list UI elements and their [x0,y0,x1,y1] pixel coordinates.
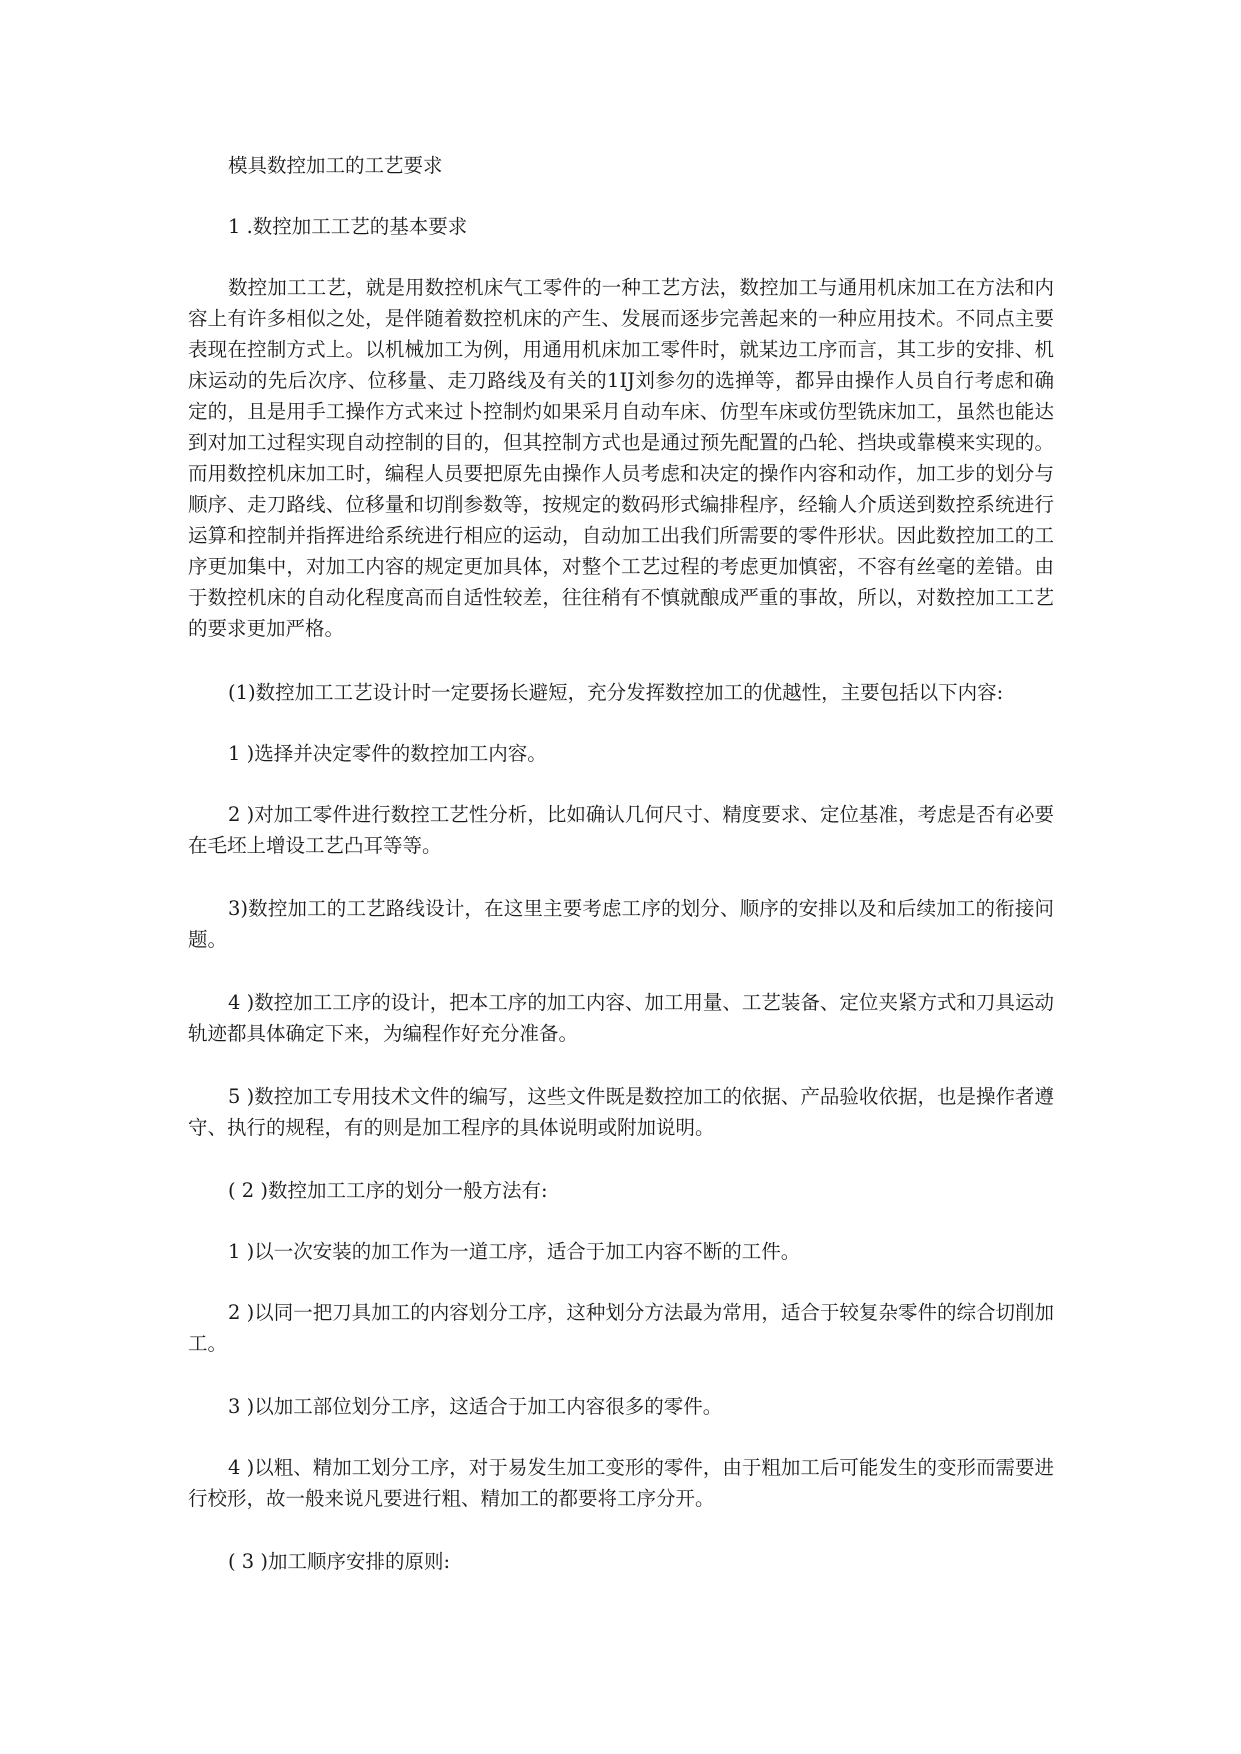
list-item: 2 )以同一把刀具加工的内容划分工序，这种划分方法最为常用，适合于较复杂零件的综合切削加工。 [188,1301,1054,1355]
list-item: 4 )数控加工工序的设计，把本工序的加工内容、加工用量、工艺装备、定位夹紧方式和刀具运动轨迹都具体确定下来，为编程作好充分准备。 [188,991,1054,1045]
list-item: 3 )以加工部位划分工序，这适合于加工内容很多的零件。 [228,1395,723,1418]
list-item: 5 )数控加工专用技术文件的编写，这些文件既是数控加工的依据、产品验收依据，也是操作者遵守、执行的规程，有的则是加工程序的具体说明或附加说明。 [188,1085,1054,1139]
section-heading: 1 .数控加工工艺的基本要求 [228,215,468,238]
list-item: 1 )选择并决定零件的数控加工内容。 [228,742,547,765]
list-item: 3)数控加工的工艺路线设计，在这里主要考虑工序的划分、顺序的安排以及和后续加工的衔接问题。 [188,897,1054,951]
list-item: 2 )对加工零件进行数控工艺性分析，比如确认几何尺寸、精度要求、定位基准，考虑是否有必要在毛坯上增设工艺凸耳等等。 [188,803,1054,857]
list-item: 1 )以一次安装的加工作为一道工序，适合于加工内容不断的工件。 [228,1240,801,1263]
list-item: 4 )以粗、精加工划分工序，对于易发生加工变形的零件，由于粗加工后可能发生的变形而需要进行校形，故一般来说凡要进行粗、精加工的都要将工序分开。 [188,1456,1054,1510]
document-title: 模具数控加工的工艺要求 [228,154,443,177]
subsection-heading-1: (1)数控加工工艺设计时一定要扬长避短，充分发挥数控加工的优越性，主要包括以下内容: [228,681,1004,704]
intro-paragraph: 数控加工工艺，就是用数控机床气工零件的一种工艺方法，数控加工与通用机床加工在方法和内容上有许多相似之处，是伴随着数控机床的产生、发展而逐步完善起来的一种应用技术。不同点主要表现在控制方式上。以机械加工为例，用通用机床加工零件时，就某边工序而言，其工步的安排、机床运动的先后次序、位移量、走刀路线及有关的1IJ刘参勿的选掸等，都异由操作人员自行考虑和确定的，且是用手工操作方式来过卜控制灼如果采月自动车床、仿型车床或仿型铣床加工，虽然也能达到对加工过程实现自动控制的目的，但其控制方式也是通过预先配置的凸轮、挡块或靠模来实现的。而用数控机床加工时，编程人员要把原先由操作人员考虑和决定的操作内容和动作，加工步的划分与顺序、走刀路线、位移量和切削参数等，按规定的数码形式编排程序，经输人介质送到数控系统进行运算和控制并指挥进给系统进行相应的运动，自动加工出我们所需要的零件形状。因此数控加工的工序更加集中，对加工内容的规定更加具体，对整个工艺过程的考虑更加慎密，不容有丝毫的差错。由于数控机床的自动化程度高而自适性较差，往往稍有不慎就酿成严重的事故，所以，对数控加工工艺的要求更加严格。 [188,276,1054,640]
document-body [188,150,1054,1577]
subsection-heading-3: ( 3 )加工顺序安排的原则: [228,1550,451,1573]
subsection-heading-2: ( 2 )数控加工工序的划分一般方法有: [228,1179,548,1202]
